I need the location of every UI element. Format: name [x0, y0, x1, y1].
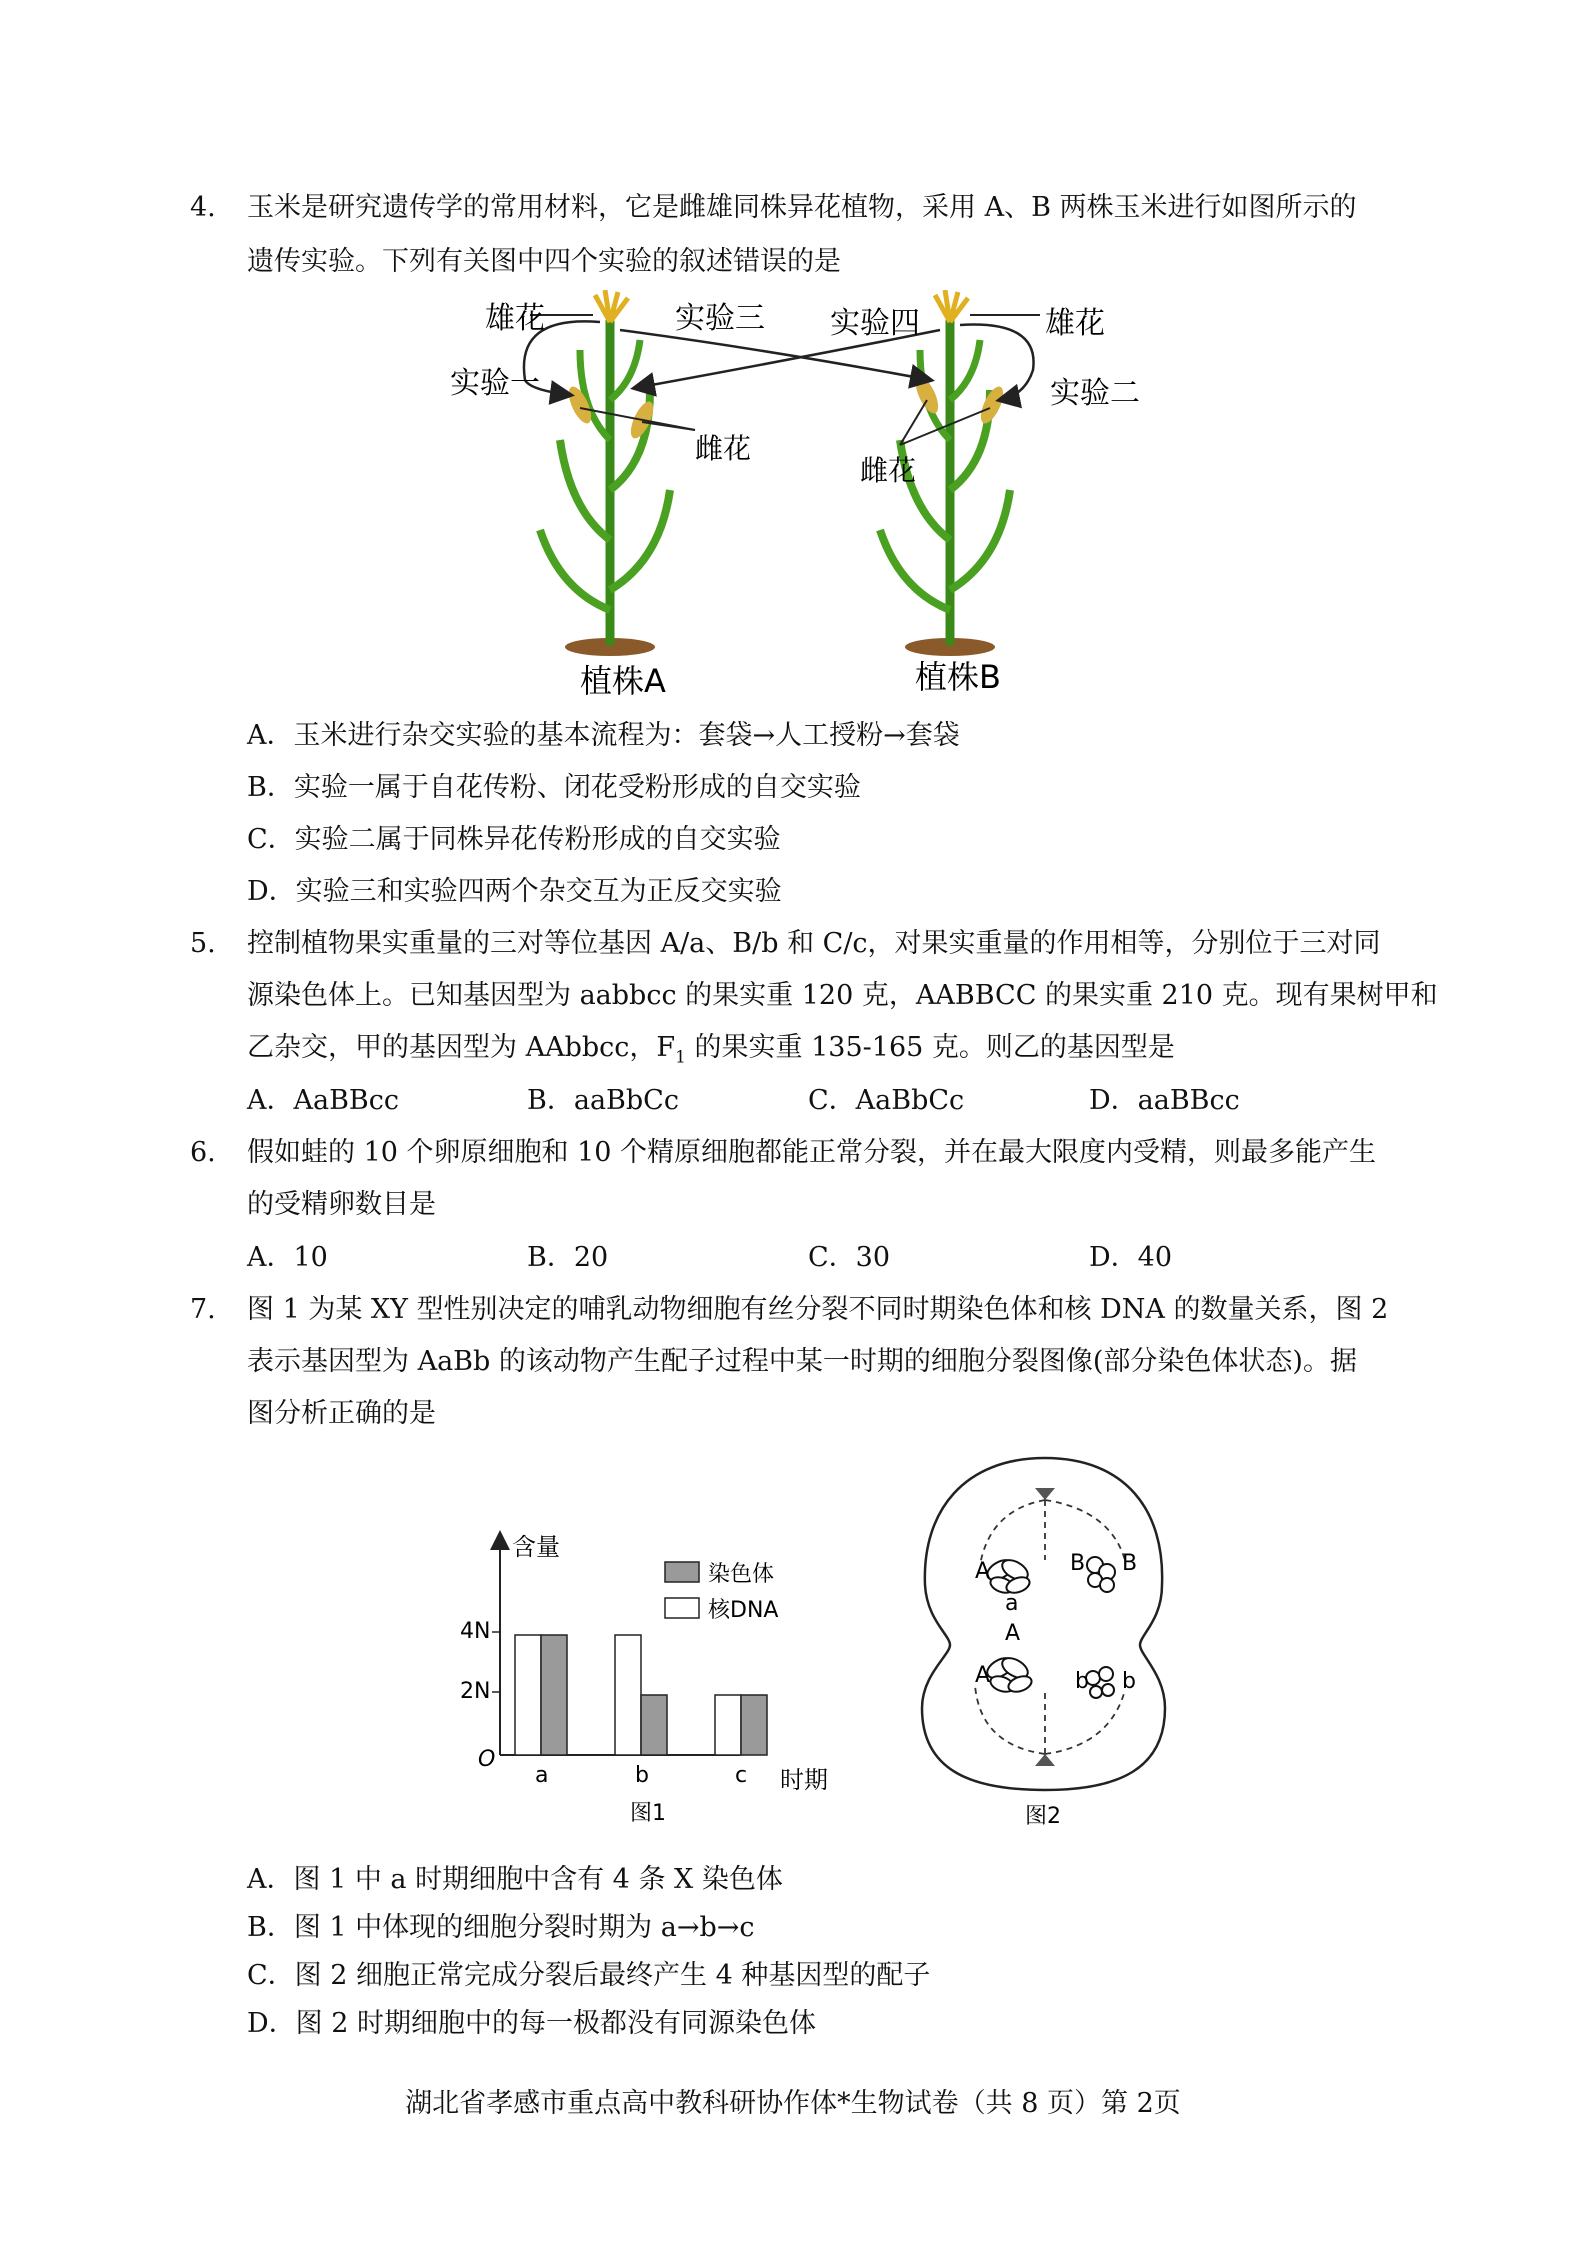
exp4-label: 实验四	[830, 306, 920, 341]
fig2-caption: 图2	[1025, 1804, 1061, 1829]
q6-stem-line1: 假如蛙的 10 个卵原细胞和 10 个精原细胞都能正常分裂，并在最大限度内受精，则最多能产生	[247, 1137, 1377, 1168]
exp1-label: 实验一	[450, 366, 540, 401]
gene-label: b	[1122, 1669, 1136, 1694]
origin-label: O	[478, 1747, 496, 1772]
q4-option-c: C．实验二属于同株异花传粉形成的自交实验	[247, 824, 781, 855]
q7-stem-line3: 图分析正确的是	[247, 1398, 436, 1429]
cell-outline	[922, 1458, 1165, 1790]
female-flower-right-label: 雌花	[860, 454, 917, 487]
gene-label: A	[975, 1663, 991, 1688]
q7-option-a: A．图 1 中 a 时期细胞中含有 4 条 X 染色体	[247, 1864, 783, 1895]
bar-a-dna	[515, 1635, 541, 1755]
q6-option-b: B．20	[527, 1242, 609, 1273]
plant-a-illustration	[540, 290, 670, 656]
y-tick-2n: 2N	[460, 1679, 491, 1704]
chromosomes-upper	[984, 1556, 1115, 1596]
q5-stem-line2: 源染色体上。已知基因型为 aabbcc 的果实重 120 克，AABBCC 的果实重 210 克。现有果树甲和	[247, 980, 1438, 1011]
x-tick-b: b	[635, 1763, 649, 1788]
legend-label-dna: 核DNA	[708, 1598, 779, 1623]
plant-a-label: 植株A	[580, 662, 666, 700]
exp3-label: 实验三	[675, 301, 765, 336]
legend-swatch-chromosome	[665, 1562, 699, 1582]
q6-option-c: C．30	[808, 1242, 891, 1273]
female-flower-left-label: 雌花	[695, 432, 752, 465]
gene-label: A	[1005, 1621, 1021, 1646]
q5-option-a: A．AaBBcc	[247, 1085, 400, 1116]
y-tick-4n: 4N	[460, 1619, 491, 1644]
q4-number: 4.	[190, 192, 216, 223]
bar-c-dna	[715, 1695, 741, 1755]
bar-b-dna	[615, 1635, 641, 1755]
bar-c-chromosome	[741, 1695, 767, 1755]
exp2-label: 实验二	[1050, 376, 1140, 411]
q7-option-b: B．图 1 中体现的细胞分裂时期为 a→b→c	[247, 1912, 755, 1943]
top-centrosome-icon	[1035, 1488, 1055, 1500]
bar-a-chromosome	[541, 1635, 567, 1755]
q5-option-c: C．AaBbCc	[808, 1085, 965, 1116]
gene-label: a	[1005, 1591, 1019, 1616]
x-axis-label: 时期	[780, 1766, 828, 1794]
fig1-caption: 图1	[630, 1801, 666, 1826]
q7-number: 7.	[190, 1294, 216, 1325]
gene-label: B	[1122, 1551, 1138, 1576]
gene-label: b	[1075, 1669, 1089, 1694]
legend-swatch-dna	[665, 1598, 699, 1618]
q6-option-d: D．40	[1089, 1242, 1173, 1273]
q4-option-b: B．实验一属于自花传粉、闭花受粉形成的自交实验	[247, 772, 861, 803]
q5-option-b: B．aaBbCc	[527, 1085, 679, 1116]
q4-stem-line2: 遗传实验。下列有关图中四个实验的叙述错误的是	[247, 246, 841, 277]
plant-b-label: 植株B	[915, 658, 1001, 696]
q5-number: 5.	[190, 928, 216, 959]
q7-option-c: C．图 2 细胞正常完成分裂后最终产生 4 种基因型的配子	[247, 1960, 931, 1991]
q6-stem-line2: 的受精卵数目是	[247, 1189, 436, 1220]
q4-stem-line1: 玉米是研究遗传学的常用材料，它是雌雄同株异花植物，采用 A、B 两株玉米进行如图所示的	[247, 192, 1357, 223]
corn-plants-figure	[430, 290, 1170, 710]
q4-option-d: D．实验三和实验四两个杂交互为正反交实验	[247, 876, 782, 907]
x-tick-c: c	[735, 1763, 748, 1788]
legend-label-chromosome: 染色体	[708, 1562, 775, 1587]
q4-option-a: A．玉米进行杂交实验的基本流程为：套袋→人工授粉→套袋	[247, 720, 960, 751]
fig2-cell-division	[910, 1450, 1180, 1830]
q7-option-d: D．图 2 时期细胞中的每一极都没有同源染色体	[247, 2008, 816, 2039]
fig1-bar-chart	[450, 1520, 890, 1830]
q5-option-d: D．aaBBcc	[1089, 1085, 1240, 1116]
y-axis-label: 含量	[512, 1533, 560, 1561]
q6-number: 6.	[190, 1137, 216, 1168]
page-footer: 湖北省孝感市重点高中教科研协作体*生物试卷（共 8 页）第 2页	[405, 2088, 1181, 2119]
q5-stem-line1: 控制植物果实重量的三对等位基因 A/a、B/b 和 C/c，对果实重量的作用相等，分别位于三对同	[247, 928, 1381, 959]
gene-label: B	[1070, 1551, 1086, 1576]
gene-label: A	[975, 1559, 991, 1584]
q5-stem-line3: 乙杂交，甲的基因型为 AAbbcc，$F_1$ 的果实重 135-165 克。则乙的基因型是	[247, 1032, 1175, 1068]
x-tick-a: a	[535, 1763, 549, 1788]
q6-option-a: A．10	[247, 1242, 328, 1273]
q7-stem-line2: 表示基因型为 AaBb 的该动物产生配子过程中某一时期的细胞分裂图像(部分染色体状态)。据	[247, 1346, 1357, 1377]
chromosomes-lower	[984, 1654, 1114, 1698]
bar-b-chromosome	[641, 1695, 667, 1755]
male-flower-right-label: 雄花	[1045, 306, 1105, 341]
q7-stem-line1: 图 1 为某 XY 型性别决定的哺乳动物细胞有丝分裂不同时期染色体和核 DNA 的数量关系，图 2	[247, 1294, 1389, 1325]
bottom-centrosome-icon	[1035, 1754, 1055, 1766]
male-flower-left-label: 雄花	[485, 301, 545, 336]
